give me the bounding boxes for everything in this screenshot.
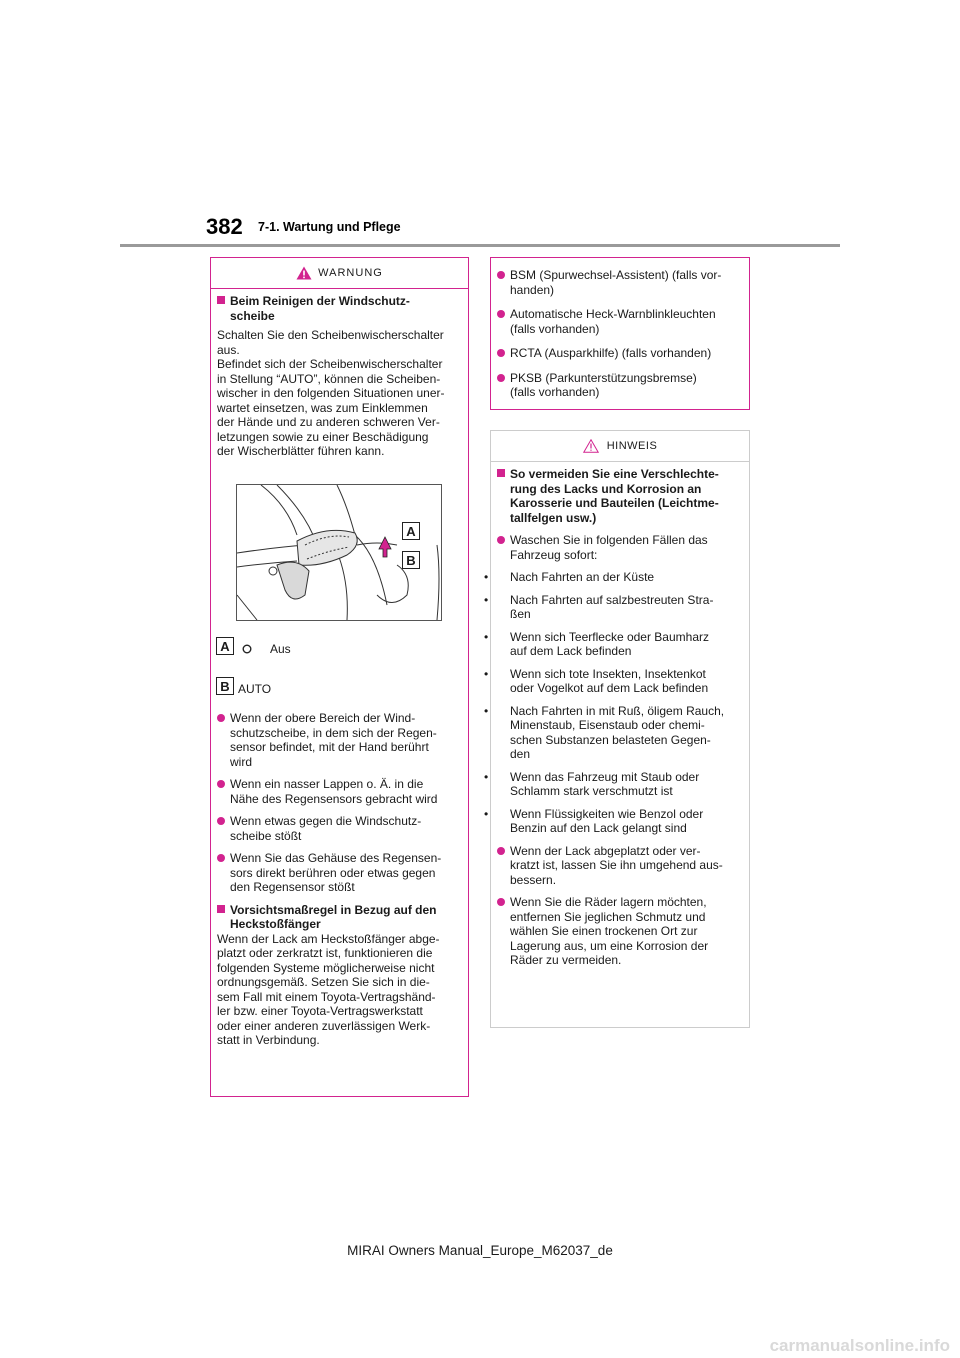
warning-heading-bumper — [217, 903, 460, 932]
text-line: oder einer anderen zuverlässigen Werk- — [217, 1018, 431, 1033]
text-line: Nach Fahrten an der Küste — [510, 570, 655, 584]
sub-list-item — [484, 806, 741, 836]
text-line: Befindet sich der Scheibenwischerschalter — [217, 357, 443, 371]
text-line: Nach Fahrten in mit Ruß, öligem Rauch, — [510, 703, 725, 718]
text-line: in Stellung “AUTO”, können die Scheiben- — [217, 371, 441, 386]
text-line: Waschen Sie in folgenden Fällen das — [510, 533, 708, 547]
text-line: sensor befindet, mit der Hand berührt — [230, 740, 429, 754]
text-line: statt in Verbindung. — [217, 1033, 320, 1047]
text-line: wählen Sie einen trockenen Ort zur — [510, 924, 698, 938]
text-line: Lagerung aus, um eine Korrosion der — [510, 938, 709, 953]
off-position-icon — [242, 641, 252, 651]
bullet-icon — [497, 847, 505, 855]
bullet-icon — [217, 714, 225, 722]
bullet-icon — [497, 898, 505, 906]
dot-bullet-icon: • — [484, 806, 489, 821]
text-line: Wenn Flüssigkeiten wie Benzol oder — [510, 806, 704, 821]
list-item — [497, 844, 741, 888]
legend-label-b: B — [216, 677, 234, 695]
legend-label-a: A — [216, 637, 234, 655]
text-line: Benzin auf den Lack gelangt sind — [510, 821, 687, 835]
text-line: Räder zu vermeiden. — [510, 953, 622, 967]
bullet-icon — [497, 536, 505, 544]
text-line: Nähe des Regensensors gebracht wird — [230, 791, 438, 806]
text-line: ler bzw. einer Toyota-Vertragswerkstatt — [217, 1004, 423, 1018]
heading-line: Heckstoßfänger — [230, 917, 321, 931]
text-line: Schalten Sie den Scheibenwischerschalter — [217, 328, 444, 342]
dot-bullet-icon: • — [484, 592, 489, 607]
list-item — [497, 533, 741, 562]
dot-bullet-icon: • — [484, 769, 489, 784]
list-item — [217, 711, 460, 769]
text-line: Nach Fahrten auf salzbestreuten Stra- — [510, 592, 714, 607]
dot-bullet-icon: • — [484, 703, 489, 718]
list-item — [217, 814, 460, 843]
warning-bullet-list — [217, 711, 460, 1048]
page-number: 382 — [206, 214, 243, 239]
bullet-icon — [497, 349, 505, 357]
square-bullet-icon — [497, 469, 505, 477]
figure-label-b: B — [402, 551, 420, 569]
text-line: BSM (Spurwechsel-Assistent) (falls vor- — [510, 268, 722, 282]
text-line: Wenn der Lack abgeplatzt oder ver- — [510, 843, 701, 858]
text-line: ßen — [510, 607, 531, 621]
heading-line: Vorsichtsmaßregel in Bezug auf den — [230, 902, 437, 917]
text-line: der Wischerblätter führen kann. — [217, 444, 385, 458]
legend-text-a: Aus — [270, 642, 291, 656]
heading-line: rung des Lacks und Korrosion an — [510, 481, 702, 496]
text-line: wischer in den folgenden Situationen uner- — [217, 386, 445, 400]
text-line: den Regensensor stößt — [230, 880, 355, 894]
warning-paragraph-2 — [217, 932, 460, 1048]
sub-list-item — [484, 629, 741, 659]
text-line: wird — [230, 754, 253, 769]
text-line: der Hände und zu anderen schweren Ver- — [217, 415, 440, 429]
header-rule — [120, 244, 840, 247]
list-item — [497, 895, 741, 968]
text-line: Wenn Sie die Räder lagern möchten, — [510, 895, 707, 909]
text-line: platzt oder zerkratzt ist, funktionieren die — [217, 946, 433, 960]
wiper-switch-illustration — [236, 484, 442, 621]
sub-list-item — [484, 703, 741, 762]
hinweis-title: HINWEIS — [606, 440, 658, 452]
text-line: letzungen sowie zu einer Beschädigung — [217, 429, 429, 444]
sub-list-item — [484, 769, 741, 799]
square-bullet-icon — [217, 296, 225, 304]
text-line: ordnungsgemäß. Setzen Sie sich in die- — [217, 975, 430, 989]
warning-triangle-icon — [296, 266, 312, 280]
text-line: Schlamm stark verschmutzt ist — [510, 784, 673, 798]
text-line: wartet einsetzen, was zum Einklemmen — [217, 400, 428, 415]
text-line: oder Vogelkot auf dem Lack befinden — [510, 681, 709, 695]
heading-line: tallfelgen usw.) — [510, 510, 597, 525]
caution-triangle-icon — [583, 439, 599, 453]
text-line: folgenden Systeme möglicherweise nicht — [217, 960, 435, 975]
square-bullet-icon — [217, 905, 225, 913]
text-line: Wenn der Lack am Heckstoßfänger abge- — [217, 931, 440, 946]
dot-bullet-icon: • — [484, 666, 489, 681]
footer-text: MIRAI Owners Manual_Europe_M62037_de — [347, 1243, 613, 1258]
heading-line: scheibe — [230, 308, 275, 323]
dot-bullet-icon: • — [484, 629, 489, 644]
text-line: bessern. — [510, 872, 557, 887]
warning-paragraph-1 — [217, 328, 460, 459]
heading-line: So vermeiden Sie eine Verschlechte- — [510, 467, 719, 481]
text-line: handen) — [510, 282, 555, 297]
list-item — [217, 777, 460, 806]
text-line: Fahrzeug sofort: — [510, 547, 598, 562]
hinweis-content — [484, 467, 741, 968]
list-item — [497, 346, 741, 361]
bullet-icon — [217, 780, 225, 788]
hinweis-heading — [497, 467, 741, 525]
warning-title: WARNUNG — [318, 267, 383, 279]
text-line: Wenn Sie das Gehäuse des Regensen- — [230, 851, 442, 865]
text-line: schutzscheibe, in dem sich der Regen- — [230, 725, 437, 740]
text-line: Wenn ein nasser Lappen o. Ä. in die — [230, 777, 424, 791]
text-line: entfernen Sie jeglichen Schmutz und — [510, 909, 706, 924]
text-line: Minenstaub, Eisenstaub oder chemi- — [510, 718, 705, 732]
list-item — [217, 851, 460, 895]
list-item — [497, 371, 741, 400]
hinweis-header — [491, 431, 749, 462]
text-line: auf dem Lack befinden — [510, 644, 632, 658]
warning-header — [211, 258, 468, 289]
text-line: (falls vorhanden) — [510, 321, 600, 336]
bullet-icon — [497, 374, 505, 382]
text-line: sors direkt berühren oder etwas gegen — [230, 865, 436, 880]
dot-bullet-icon: • — [484, 570, 489, 584]
legend-text-b: AUTO — [238, 682, 272, 696]
list-item — [497, 307, 741, 336]
watermark: carmanualsonline.info — [769, 1336, 950, 1355]
warning-box — [210, 257, 469, 1097]
warning-heading-windshield — [217, 294, 460, 323]
sub-list-item — [484, 570, 741, 585]
heading-line: Beim Reinigen der Windschutz- — [230, 294, 410, 308]
figure-label-a: A — [402, 522, 420, 540]
hinweis-box — [484, 430, 750, 1028]
bullet-icon — [497, 310, 505, 318]
text-line: Wenn sich tote Insekten, Insektenkot — [510, 666, 706, 681]
text-line: Wenn sich Teerflecke oder Baumharz — [510, 629, 709, 644]
text-line: aus. — [217, 342, 240, 357]
bullet-icon — [217, 817, 225, 825]
text-line: (falls vorhanden) — [510, 385, 600, 399]
bullet-icon — [497, 271, 505, 279]
text-line: schen Substanzen belasteten Gegen- — [510, 732, 711, 747]
text-line: Automatische Heck-Warnblinkleuchten — [510, 307, 716, 321]
section-title: 7-1. Wartung und Pflege — [258, 220, 401, 234]
list-item — [497, 268, 741, 297]
text-line: den — [510, 747, 531, 761]
systems-bullet-list — [497, 268, 741, 400]
text-line: RCTA (Ausparkhilfe) (falls vorhanden) — [510, 346, 712, 360]
bullet-icon — [217, 854, 225, 862]
heading-line: Karosserie und Bauteilen (Leichtme- — [510, 496, 719, 510]
text-line: Wenn der obere Bereich der Wind- — [230, 711, 416, 725]
text-line: PKSB (Parkunterstützungsbremse) — [510, 370, 697, 385]
sub-list-item — [484, 666, 741, 696]
text-line: sem Fall mit einem Toyota-Vertragshänd- — [217, 989, 436, 1004]
text-line: scheibe stößt — [230, 828, 302, 843]
text-line: Wenn etwas gegen die Windschutz- — [230, 814, 422, 828]
systems-list-box — [490, 257, 750, 410]
text-line: Wenn das Fahrzeug mit Staub oder — [510, 769, 700, 784]
text-line: kratzt ist, lassen Sie ihn umgehend aus- — [510, 858, 723, 872]
sub-list-item — [484, 592, 741, 622]
